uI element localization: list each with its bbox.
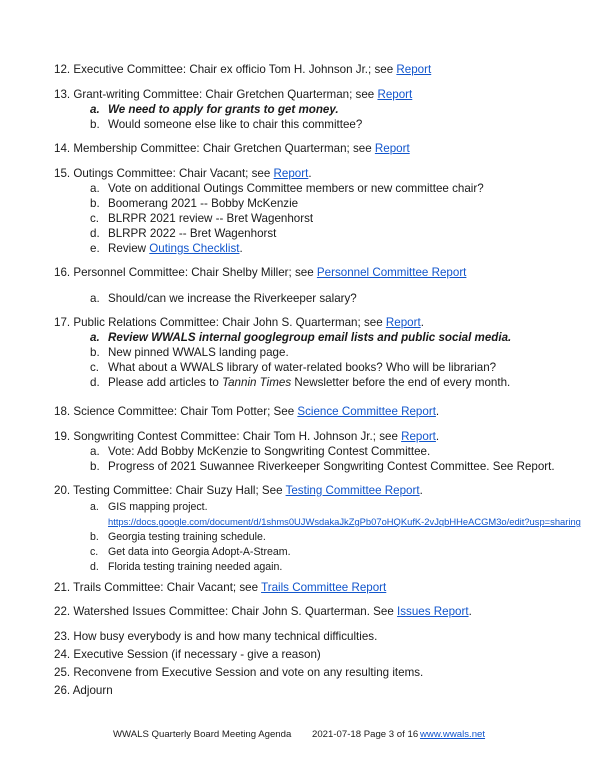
gis-document-url[interactable]: https://docs.google.com/document/d/1shms0UJWsdakaJkZgPb07oHQKufK-2vJqbHHeACGM3o/edit?usp=sharing	[108, 516, 581, 527]
agenda-subitem-15b: Boomerang 2021 -- Bobby McKenzie	[108, 197, 299, 210]
grant-writing-report-link[interactable]: Report	[377, 88, 413, 101]
sub-letter: a.	[90, 292, 100, 305]
item-text: 21. Trails Committee: Chair Vacant; see	[54, 581, 262, 594]
agenda-item-20: 20. Testing Committee: Chair Suzy Hall; See Testing Committee Report.	[54, 484, 423, 497]
sub-letter: a.	[90, 445, 100, 458]
item-text: 19. Songwriting Contest Committee: Chair Tom H. Johnson Jr.; see	[54, 430, 402, 443]
sub-letter: c.	[90, 361, 100, 374]
footer-site-link[interactable]: www.wwals.net	[420, 729, 486, 740]
item-text: 17. Public Relations Committee: Chair John S. Quarterman; see	[54, 316, 386, 329]
sub-letter: a.	[90, 331, 100, 344]
agenda-item-13	[54, 88, 412, 102]
item-text: 15. Outings Committee: Chair Vacant; see	[54, 167, 274, 180]
sub-letter: a.	[90, 501, 99, 513]
agenda-subitem-20c: Get data into Georgia Adopt-A-Stream.	[108, 546, 291, 558]
agenda-item-19: 19. Songwriting Contest Committee: Chair Tom H. Johnson Jr.; see Report.	[54, 430, 440, 443]
outings-checklist-link[interactable]: Outings Checklist	[149, 242, 240, 255]
item-text: 20. Testing Committee: Chair Suzy Hall; See	[54, 484, 286, 497]
agenda-item-12	[54, 63, 431, 77]
executive-report-link[interactable]: Report	[396, 63, 432, 76]
trails-report-link[interactable]: Trails Committee Report	[261, 581, 387, 594]
sub-letter: d.	[90, 227, 100, 240]
footer-date-page: 2021-07-18 Page 3 of 16	[312, 729, 419, 740]
agenda-item-21	[54, 581, 386, 595]
item-text: 18. Science Committee: Chair Tom Potter; See	[54, 405, 298, 418]
agenda-subitem-17b: New pinned WWALS landing page.	[108, 346, 289, 359]
issues-report-link[interactable]: Issues Report	[397, 605, 469, 618]
sub-letter: c.	[90, 212, 100, 225]
agenda-item-15: 15. Outings Committee: Chair Vacant; see Report.	[54, 167, 312, 180]
agenda-item-16	[54, 266, 466, 280]
sub-letter: d.	[90, 561, 99, 573]
item-text: 22. Watershed Issues Committee: Chair John S. Quarterman. See	[54, 605, 398, 618]
sub-letter: b.	[90, 346, 100, 359]
agenda-item-17: 17. Public Relations Committee: Chair John S. Quarterman; see Report.	[54, 316, 424, 329]
item-text: 14. Membership Committee: Chair Gretchen Quarterman; see	[54, 142, 375, 155]
agenda-subitem-15a: Vote on additional Outings Committee members or new committee chair?	[108, 182, 484, 195]
agenda-subitem-16a: Should/can we increase the Riverkeeper salary?	[108, 292, 357, 305]
agenda-subitem-17d: Please add articles to Tannin Times Newsletter before the end of every month.	[108, 376, 511, 389]
agenda-subitem-15c: BLRPR 2021 review -- Bret Wagenhorst	[108, 212, 314, 225]
sub-letter: a.	[90, 182, 100, 195]
sub-letter: b.	[90, 460, 100, 473]
testing-report-link[interactable]: Testing Committee Report	[285, 484, 420, 497]
agenda-subitem-20d: Florida testing training needed again.	[108, 561, 283, 573]
agenda-item-22: 22. Watershed Issues Committee: Chair John S. Quarterman. See Issues Report.	[54, 605, 472, 618]
agenda-subitem-19a: Vote: Add Bobby McKenzie to Songwriting Contest Committee.	[108, 445, 431, 458]
agenda-item-18: 18. Science Committee: Chair Tom Potter; See Science Committee Report.	[54, 405, 440, 418]
newsletter-title: Tannin Times	[222, 376, 292, 389]
agenda-item-23: 23. How busy everybody is and how many technical difficulties.	[54, 630, 378, 643]
agenda-item-25: 25. Reconvene from Executive Session and vote on any resulting items.	[54, 666, 424, 679]
agenda-subitem-20a: GIS mapping project.	[108, 501, 208, 513]
item-text: 12. Executive Committee: Chair ex officio Tom H. Johnson Jr.; see	[54, 63, 397, 76]
agenda-item-14	[54, 142, 410, 156]
agenda-subitem-13a: We need to apply for grants to get money.	[108, 103, 339, 116]
sub-letter: b.	[90, 197, 100, 210]
outings-report-link[interactable]: Report	[273, 167, 309, 180]
agenda-subitem-15e: Review Outings Checklist.	[108, 242, 243, 255]
songwriting-report-link[interactable]: Report	[401, 430, 436, 443]
sub-letter: b.	[90, 531, 99, 543]
sub-letter: e.	[90, 242, 100, 255]
agenda-subitem-13b: Would someone else like to chair this committee?	[108, 118, 363, 131]
sub-letter: c.	[90, 546, 99, 558]
personnel-report-link[interactable]: Personnel Committee Report	[316, 266, 467, 279]
footer-title: WWALS Quarterly Board Meeting Agenda	[113, 729, 292, 740]
membership-report-link[interactable]: Report	[374, 142, 410, 155]
agenda-subitem-17c: What about a WWALS library of water-related books? Who will be librarian?	[108, 361, 497, 374]
agenda-subitem-15d: BLRPR 2022 -- Bret Wagenhorst	[108, 227, 277, 240]
sub-letter: b.	[90, 118, 100, 131]
sub-letter: a.	[90, 103, 100, 116]
agenda-subitem-20b: Georgia testing training schedule.	[108, 531, 266, 543]
agenda-subitem-19b: Progress of 2021 Suwannee Riverkeeper Songwriting Contest Committee. See Report.	[108, 460, 555, 473]
item-text: 16. Personnel Committee: Chair Shelby Miller; see	[54, 266, 317, 279]
agenda-item-26: 26. Adjourn	[54, 684, 113, 697]
agenda-subitem-17a: Review WWALS internal googlegroup email lists and public social media.	[108, 331, 512, 344]
sub-letter: d.	[90, 376, 100, 389]
item-text: 13. Grant-writing Committee: Chair Gretchen Quarterman; see	[54, 88, 378, 101]
science-report-link[interactable]: Science Committee Report	[297, 405, 436, 418]
public-relations-report-link[interactable]: Report	[385, 316, 421, 329]
agenda-item-24: 24. Executive Session (if necessary - give a reason)	[54, 648, 321, 661]
